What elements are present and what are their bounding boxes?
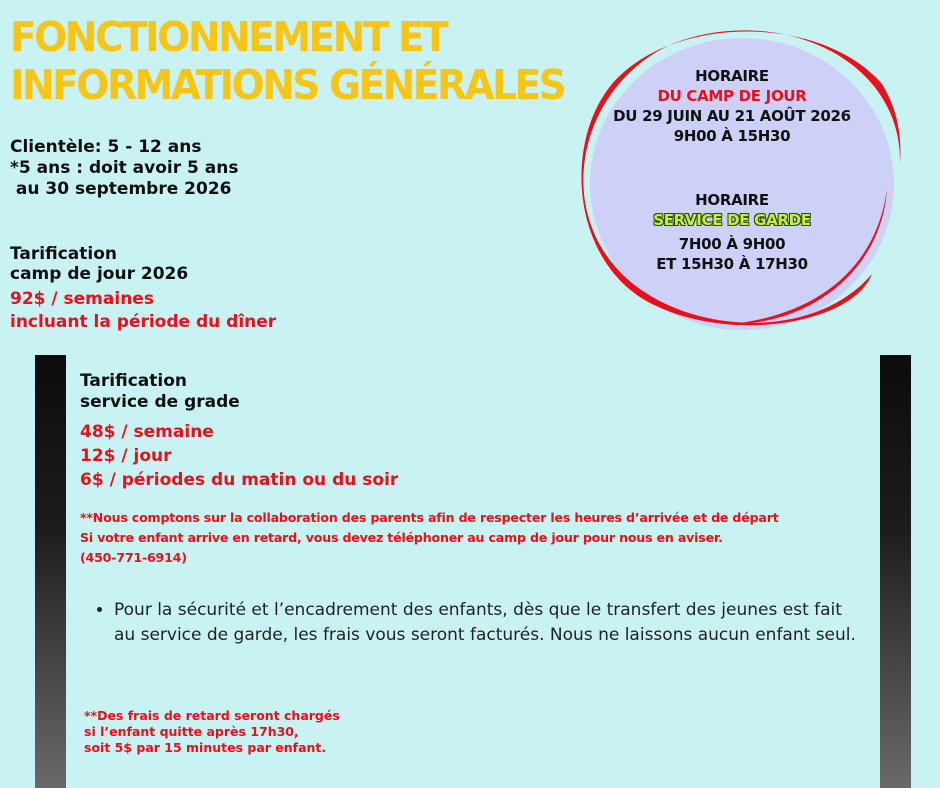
camp-schedule-dates: DU 29 JUIN AU 21 AOÛT 2026: [613, 107, 851, 125]
garde-weekly-price: 48$ / semaine: [80, 422, 214, 442]
late-fees-line-3: soit 5$ par 15 minutes par enfant.: [84, 740, 327, 755]
garde-pricing-label: [80, 371, 240, 413]
security-bullet: [96, 598, 856, 648]
garde-schedule-evening: ET 15H30 À 17H30: [656, 255, 808, 273]
camp-schedule-hours: 9H00 À 15H30: [673, 127, 791, 145]
late-fees-note: [84, 708, 340, 756]
garde-period-price: 6$ / périodes du matin ou du soir: [80, 470, 399, 490]
parents-note: [80, 508, 779, 568]
note-phone: (450-771-6914): [80, 550, 187, 565]
clientele-age: Clientèle: 5 - 12 ans: [10, 137, 202, 157]
clientele-note: *5 ans : doit avoir 5 ans: [10, 158, 239, 178]
clientele-date: au 30 septembre 2026: [10, 179, 232, 199]
schedule-circle: [562, 14, 902, 342]
left-decorative-bar: [35, 355, 66, 788]
camp-weekly-price: 92$ / semaines: [10, 289, 154, 309]
late-fees-line-1: **Des frais de retard seront chargés: [84, 708, 340, 723]
camp-schedule-title: HORAIRE: [695, 67, 769, 85]
note-line-1: **Nous comptons sur la collaboration des parents afin de respecter les heures d’arrivée et de départ: [80, 510, 779, 525]
clientele-block: [10, 137, 239, 200]
schedule-text: [562, 66, 902, 274]
camp-pricing-title: Tarification: [10, 244, 117, 264]
camp-schedule-subtitle: DU CAMP DE JOUR: [657, 87, 807, 105]
camp-pricing-values: [10, 288, 276, 334]
garde-schedule-morning: 7H00 À 9H00: [678, 235, 786, 253]
garde-pricing-title: Tarification: [80, 371, 187, 391]
camp-pricing-label: [10, 244, 188, 284]
page-title: [10, 14, 570, 111]
title-line-2: INFORMATIONS GÉNÉRALES: [10, 62, 565, 110]
late-fees-line-2: si l’enfant quitte après 17h30,: [84, 724, 299, 739]
bullet-item: • Pour la sécurité et l’encadrement des enfants, dès que le transfert des jeunes est fait au service de garde, les frais vous seront facturés. Nous ne laissons aucun enfant seul.: [114, 598, 856, 648]
note-line-2: Si votre enfant arrive en retard, vous devez téléphoner au camp de jour pour nous en aviser.: [80, 530, 723, 545]
camp-pricing-subtitle: camp de jour 2026: [10, 264, 189, 284]
garde-schedule-title: HORAIRE: [695, 191, 769, 209]
bullet-list: [96, 598, 856, 648]
title-line-1: FONCTIONNEMENT ET: [10, 14, 447, 62]
garde-pricing-subtitle: service de grade: [80, 392, 240, 412]
right-decorative-bar: [880, 355, 911, 788]
garde-daily-price: 12$ / jour: [80, 446, 172, 466]
camp-price-note: incluant la période du dîner: [10, 312, 277, 332]
garde-pricing-values: [80, 420, 398, 492]
garde-schedule-subtitle: SERVICE DE GARDE: [653, 211, 811, 229]
